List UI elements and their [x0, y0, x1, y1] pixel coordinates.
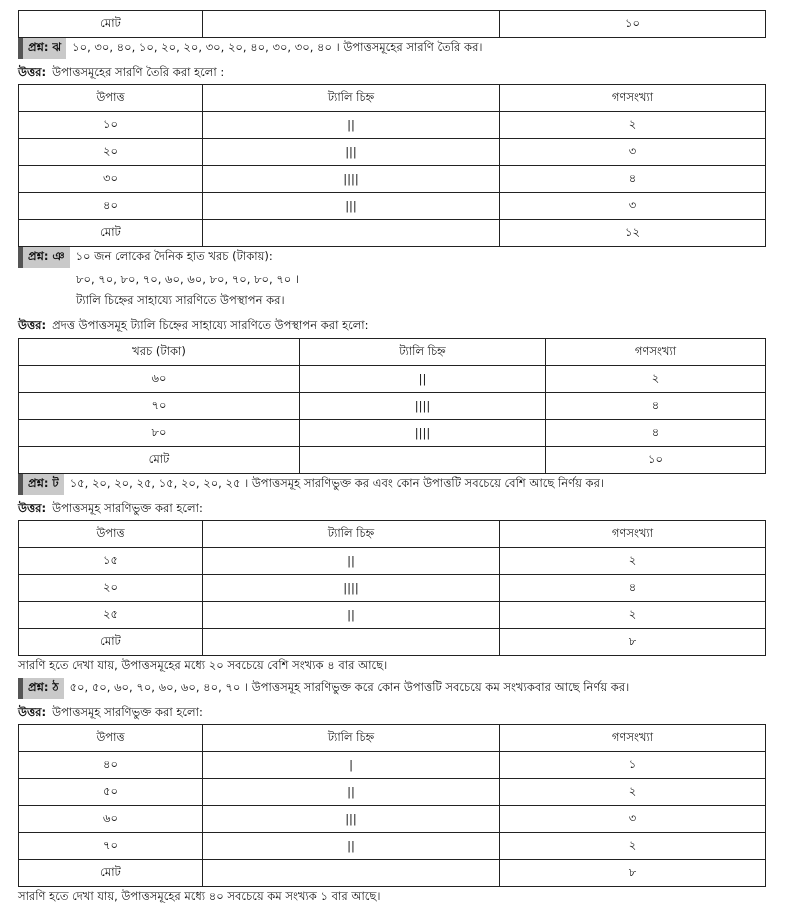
- question-text: ১০ জন লোকের দৈনিক হাত খরচ (টাকায়):: [75, 248, 273, 263]
- top-total-table: [18, 10, 766, 38]
- frequency-table-jha: [18, 84, 766, 247]
- frequency-cell: ৩: [500, 806, 766, 833]
- frequency-cell: ২: [500, 602, 766, 629]
- question-text: ১৫, ২০, ২০, ২৫, ১৫, ২০, ২০, ২৫ । উপাত্তসমূহ সারণিভুক্ত কর এবং কোন উপাত্তটি সবচেয়ে বেশি আছে নির্ণয় কর।: [69, 475, 605, 490]
- header-tally: ট্যালি চিহ্ন: [203, 85, 500, 112]
- value-cell: ৭০: [19, 393, 300, 420]
- tally-cell: [203, 220, 500, 247]
- tally-cell: ||: [300, 366, 546, 393]
- question-instruction-line: ট্যালি চিহ্নের সাহায্যে সারণিতে উপস্থাপন কর।: [76, 293, 285, 307]
- question-data-line: ৮০, ৭০, ৮০, ৭০, ৬০, ৬০, ৮০, ৭০, ৮০, ৭০ ।: [76, 272, 300, 286]
- table-total-row: [19, 629, 766, 656]
- tally-cell: [203, 860, 500, 887]
- table-row: [19, 806, 766, 833]
- question-ta: [18, 474, 778, 494]
- header-value: খরচ (টাকা): [19, 339, 300, 366]
- table-row: [19, 602, 766, 629]
- value-cell: ৮০: [19, 420, 300, 447]
- table-header-row: [19, 521, 766, 548]
- tally-cell: ||: [203, 112, 500, 139]
- question-tag: প্রশ্ন: ঝ: [18, 38, 66, 59]
- total-frequency: ১২: [500, 220, 766, 247]
- total-frequency: ৮: [500, 860, 766, 887]
- answer-text: উপাত্তসমূহ সারণিভুক্ত করা হলো:: [52, 501, 203, 515]
- tally-cell: |||: [203, 806, 500, 833]
- tally-cell: |||: [203, 139, 500, 166]
- value-cell: ২০: [19, 575, 203, 602]
- header-frequency: গণসংখ্যা: [500, 725, 766, 752]
- tally-cell: ||||: [300, 393, 546, 420]
- frequency-table-nya: [18, 338, 766, 474]
- frequency-cell: ১: [500, 752, 766, 779]
- table-total-row: [19, 447, 766, 474]
- header-value: উপাত্ত: [19, 521, 203, 548]
- table-row: [19, 393, 766, 420]
- tally-cell: [203, 11, 500, 38]
- tally-cell: ||: [203, 833, 500, 860]
- table-row: [19, 11, 766, 38]
- answer-label: উত্তর:: [18, 65, 47, 79]
- frequency-cell: ৩: [500, 193, 766, 220]
- table-row: [19, 833, 766, 860]
- frequency-cell: ২: [500, 548, 766, 575]
- answer-label: উত্তর:: [18, 501, 47, 515]
- table-row: [19, 112, 766, 139]
- total-label: মোট: [19, 629, 203, 656]
- table-row: [19, 366, 766, 393]
- frequency-cell: ৪: [546, 420, 766, 447]
- question-tag: প্রশ্ন: ঠ: [18, 678, 64, 699]
- conclusion-ta: সারণি হতে দেখা যায়, উপাত্তসমূহের মধ্যে ২০ সবচেয়ে বেশি সংখ্যক ৪ বার আছে।: [18, 658, 388, 672]
- header-tally: ট্যালি চিহ্ন: [300, 339, 546, 366]
- frequency-cell: ৪: [546, 393, 766, 420]
- tally-cell: [300, 447, 546, 474]
- value-cell: ২৫: [19, 602, 203, 629]
- answer-jha: [18, 63, 778, 81]
- table-row: [19, 548, 766, 575]
- tally-cell: ||: [203, 548, 500, 575]
- total-frequency: ৮: [500, 629, 766, 656]
- frequency-cell: ১০: [500, 11, 766, 38]
- header-frequency: গণসংখ্যা: [500, 85, 766, 112]
- question-jha: [18, 38, 778, 58]
- answer-text: উপাত্তসমূহের সারণি তৈরি করা হলো :: [52, 65, 225, 79]
- answer-label: উত্তর:: [18, 705, 47, 719]
- frequency-cell: ৪: [500, 575, 766, 602]
- value-cell: ৩০: [19, 166, 203, 193]
- value-cell: ৬০: [19, 366, 300, 393]
- tally-cell: ||: [203, 602, 500, 629]
- conclusion-tha: সারণি হতে দেখা যায়, উপাত্তসমূহের মধ্যে ৪০ সবচেয়ে কম সংখ্যক ১ বার আছে।: [18, 889, 381, 903]
- table-header-row: [19, 85, 766, 112]
- tally-cell: ||: [203, 779, 500, 806]
- question-tha: [18, 678, 778, 698]
- tally-cell: ||||: [203, 166, 500, 193]
- header-tally: ট্যালি চিহ্ন: [203, 725, 500, 752]
- answer-ta: [18, 499, 778, 517]
- table-row: [19, 193, 766, 220]
- frequency-cell: ২: [500, 779, 766, 806]
- tally-cell: ||||: [203, 575, 500, 602]
- header-tally: ট্যালি চিহ্ন: [203, 521, 500, 548]
- table-header-row: [19, 339, 766, 366]
- table-total-row: [19, 220, 766, 247]
- table-header-row: [19, 725, 766, 752]
- frequency-cell: ২: [500, 112, 766, 139]
- table-row: [19, 779, 766, 806]
- total-frequency: ১০: [546, 447, 766, 474]
- total-label: মোট: [19, 447, 300, 474]
- table-row: [19, 575, 766, 602]
- total-label: মোট: [19, 11, 203, 38]
- value-cell: ২০: [19, 139, 203, 166]
- frequency-cell: ৩: [500, 139, 766, 166]
- header-value: উপাত্ত: [19, 725, 203, 752]
- total-label: মোট: [19, 220, 203, 247]
- table-total-row: [19, 860, 766, 887]
- value-cell: ৫০: [19, 779, 203, 806]
- value-cell: ৬০: [19, 806, 203, 833]
- frequency-cell: ২: [500, 833, 766, 860]
- value-cell: ১০: [19, 112, 203, 139]
- value-cell: ৪০: [19, 193, 203, 220]
- question-tag: প্রশ্ন: ঞ: [18, 247, 70, 268]
- value-cell: ৪০: [19, 752, 203, 779]
- frequency-cell: ২: [546, 366, 766, 393]
- question-nya: [18, 247, 778, 267]
- header-value: উপাত্ত: [19, 85, 203, 112]
- frequency-cell: ৪: [500, 166, 766, 193]
- tally-cell: |||: [203, 193, 500, 220]
- value-cell: ৭০: [19, 833, 203, 860]
- answer-tha: [18, 703, 778, 721]
- total-label: মোট: [19, 860, 203, 887]
- value-cell: ১৫: [19, 548, 203, 575]
- question-text: ৫০, ৫০, ৬০, ৭০, ৬০, ৬০, ৪০, ৭০ । উপাত্তসমূহ সারণিভুক্ত করে কোন উপাত্তটি সবচেয়ে কম সংখ্যকবার আছে নির্ণয় কর।: [69, 679, 630, 694]
- header-frequency: গণসংখ্যা: [546, 339, 766, 366]
- table-row: [19, 752, 766, 779]
- frequency-table-ta: [18, 520, 766, 656]
- question-text: ১০, ৩০, ৪০, ১০, ২০, ২০, ৩০, ২০, ৪০, ৩০, ৩০, ৪০ । উপাত্তসমূহের সারণি তৈরি কর।: [72, 39, 483, 54]
- tally-cell: |: [203, 752, 500, 779]
- answer-nya: [18, 316, 778, 334]
- answer-text: উপাত্তসমূহ সারণিভুক্ত করা হলো:: [52, 705, 203, 719]
- table-row: [19, 420, 766, 447]
- answer-label: উত্তর:: [18, 318, 47, 332]
- question-tag: প্রশ্ন: ট: [18, 474, 64, 495]
- table-row: [19, 166, 766, 193]
- frequency-table-tha: [18, 724, 766, 887]
- tally-cell: ||||: [300, 420, 546, 447]
- table-row: [19, 139, 766, 166]
- answer-text: প্রদত্ত উপাত্তসমূহ ট্যালি চিহ্নের সাহায্যে সারণিতে উপস্থাপন করা হলো:: [52, 318, 369, 332]
- header-frequency: গণসংখ্যা: [500, 521, 766, 548]
- tally-cell: [203, 629, 500, 656]
